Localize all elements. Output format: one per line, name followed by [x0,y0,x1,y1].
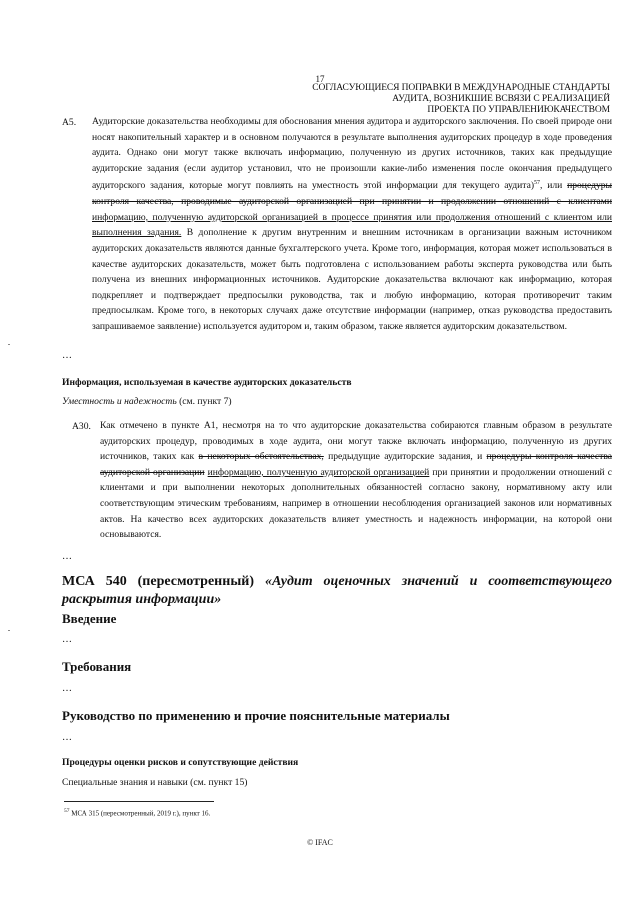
copyright: © IFAC [307,838,333,847]
a30-text-1: Как отмечено в пункте А1, несмотря на то что аудиторские доказательства собираются главным образом в результате аудиторских процедур, проводимых в ходе аудита, они могут также включать информацию, полученную из других источников, таких как [100,420,612,463]
scan-mark [8,344,10,345]
ellipsis-5: … [62,732,72,743]
page-number: 17 [315,74,325,84]
paragraph-label-a30: А30. [72,421,91,432]
paragraph-a5 [92,114,612,335]
special-skills-line: Специальные знания и навыки (см. пункт 15) [62,777,248,788]
isa540-title-italic: «Аудит оценочных значений и соответствующего раскрытия информации» [62,574,612,607]
a30-deleted-text-2: процедуры контроля качества аудиторской организации [100,451,612,478]
scan-mark [8,630,10,631]
ellipsis-4: … [62,683,72,694]
footnote-number: 57 [64,808,70,814]
heading-application-guidance: Руководство по применению и прочие пояснительные материалы [62,708,450,723]
ellipsis-3: … [62,634,72,645]
subheading-relevance [62,396,232,407]
a30-text-2: предыдущие аудиторские задания, и [328,451,483,463]
a5-text-3: В дополнение к другим внутренним и внешним источникам в организации важным источником аудиторских доказательств являются данные бухгалтерского учета. Кроме того, информация, которая может использоваться в качестве аудиторских доказательств, может быть подготовлена с использованием работы эксперта руководства или быть получена из внешних информационных источников. Аудиторские доказательства включают как информацию, которая подкрепляет и подтверждает предпосылки руководства, так и любую информацию, которая противоречит таким предпосылкам. Кроме того, в некоторых случаях даже отсутствие информации (например, отказ руководства предоставить запрашиваемое заявление) используется аудитором и, таким образом, также является аудиторским доказательством. [92,227,612,332]
header-line-1: СОГЛАСУЮЩИЕСЯ ПОПРАВКИ В МЕЖДУНАРОДНЫЕ СТАНДАРТЫ [312,83,610,93]
a30-inserted-text: информацию, полученную аудиторской организацией [207,466,430,478]
footnote-text: МСА 315 (пересмотренный, 2019 г.), пункт 16. [71,809,211,818]
heading-introduction: Введение [62,611,117,626]
ellipsis-2: … [62,551,72,562]
a5-text-2: , или [540,180,563,192]
running-header [312,83,610,116]
header-line-2: АУДИТА, ВОЗНИКШИЕ ВСВЯЗИ С РЕАЛИЗАЦИЕЙ [392,94,610,104]
a5-inserted-text: информацию, полученную аудиторской организацией в процессе принятия или продолжения отношений с клиентом или выполнения задания. [92,211,612,239]
isa540-title-bold: МСА 540 (пересмотренный) [62,574,254,589]
subheading-risk-procedures: Процедуры оценки рисков и сопутствующие действия [62,757,299,768]
subheading-italic: Уместность и надежность [62,396,177,407]
a5-deleted-text: процедуры контроля качества, проводимые аудиторской организацией при принятии и продолжении отношений с клиентами [92,180,612,208]
heading-requirements: Требования [62,659,132,674]
footnote [64,808,210,817]
subheading-ref: (см. пункт 7) [176,396,232,407]
a5-text-1: Аудиторские доказательства необходимы для обоснования мнения аудитора и аудиторского заключения. По своей природе они носят накопительный характер и в основном получаются в результате выполнения аудиторских процедур в ходе проведения аудита. Однако они могут также включать информацию, полученную из других источников, таких как предыдущие аудиторские задания (если аудитор установил, что не произошли какие-либо изменения после окончания предыдущего аудиторского задания, которые могут повлиять на уместность этой информации для текущего аудита) [92,116,612,192]
footnote-ref-57: 57 [534,180,541,187]
section-title-evidence-info: Информация, используемая в качестве аудиторских доказательств [62,377,352,388]
a30-text-3: при принятии и продолжении отношений с клиентами и при выполнении некоторых дополнительных обязанностей согласно закону, нормативному акту или соответствующим этическим требованиям, например в отношении несоблюдения организацией законов или нормативных актов. На качество всех аудиторских доказательств влияет уместность и надежность информации, на которой они основываются. [100,466,612,541]
a30-deleted-text-1: в некоторых обстоятельствах, [198,451,324,463]
footnote-separator [64,801,214,802]
paragraph-label-a5: А5. [62,117,77,128]
header-line-3: ПРОЕКТА ПО УПРАВЛЕНИЮКАЧЕСТВОМ [427,105,610,115]
ellipsis-1: … [62,350,72,361]
isa540-title [62,573,612,609]
paragraph-a30 [100,418,612,543]
